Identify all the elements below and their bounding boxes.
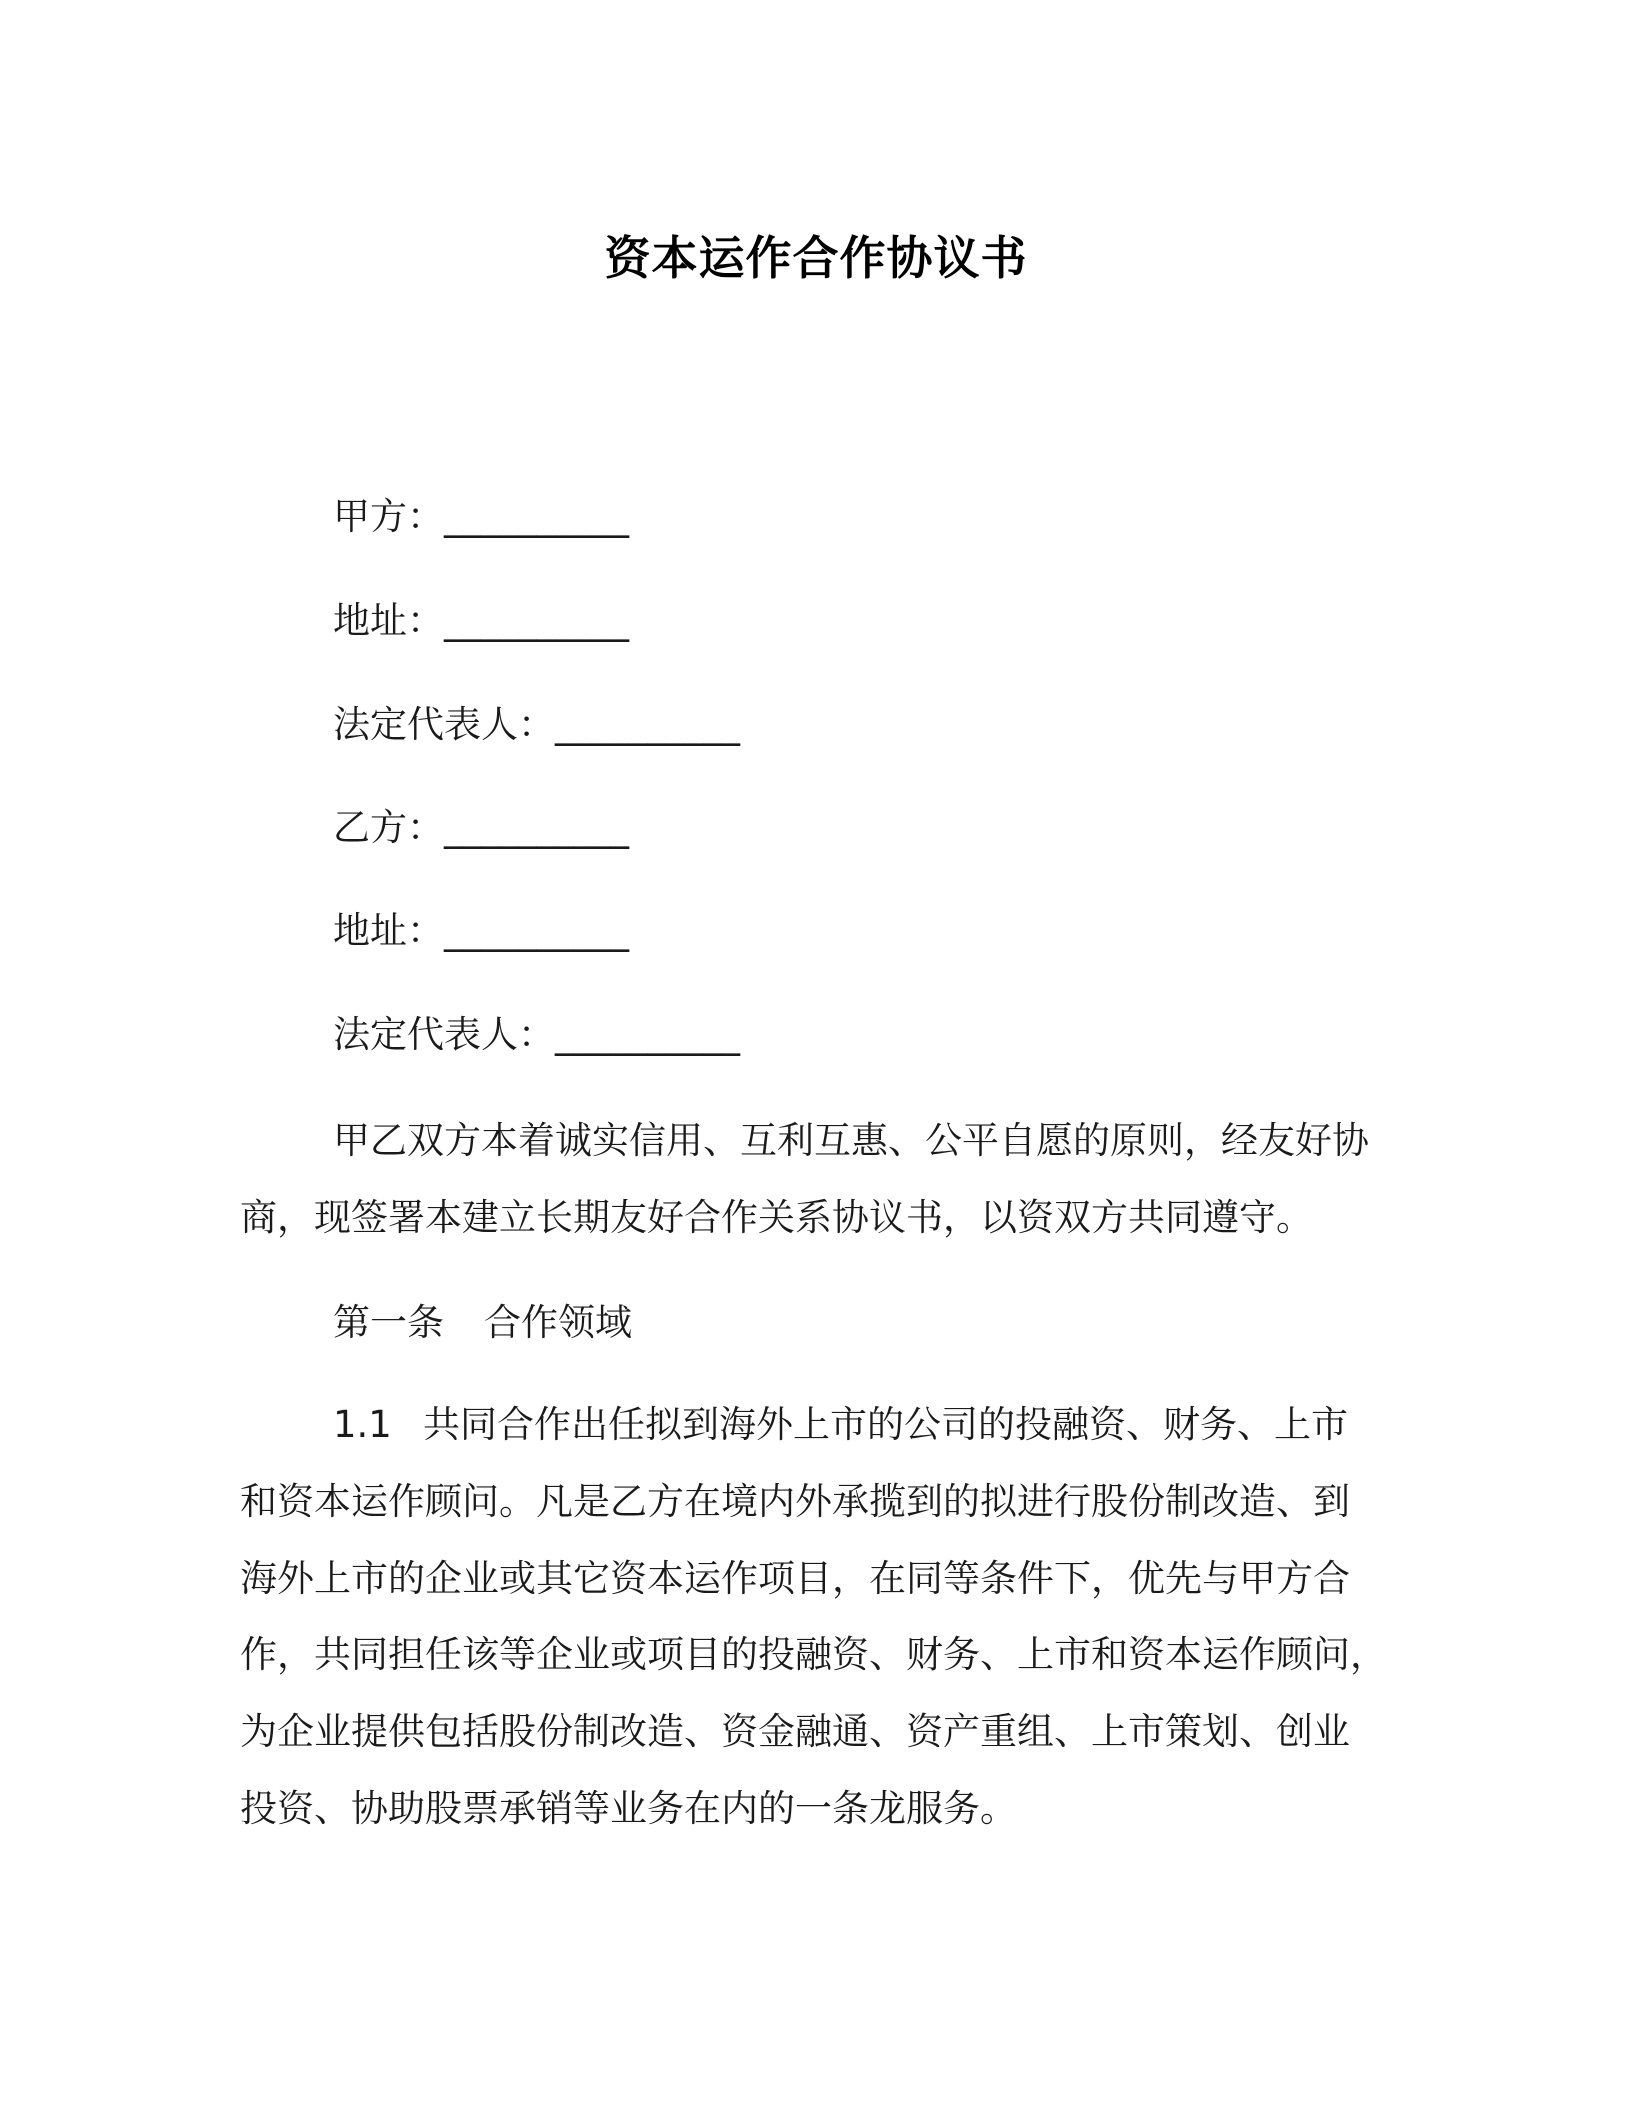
party-b-representative-blank: __________ [555,1013,740,1056]
party-b-field [333,803,629,853]
party-b-blank: __________ [444,806,629,849]
article-1-title: 合作领域 [484,1301,632,1344]
clause-1-1-line-3: 海外上市的企业或其它资本运作项目，在同等条件下，优先与甲方合 [240,1557,1350,1600]
party-b-address-field [333,906,629,956]
party-a-address-label: 地址： [333,599,444,642]
clause-1-1-line-2: 和资本运作顾问。凡是乙方在境内外承揽到的拟进行股份制改造、到 [240,1480,1350,1523]
party-a-representative-field [333,700,740,750]
party-a-blank: __________ [444,495,629,538]
intro-line-2: 商，现签署本建立长期友好合作关系协议书，以资双方共同遵守。 [240,1196,1313,1239]
clause-1-1-line-6: 投资、协助股票承销等业务在内的一条龙服务。 [240,1787,1017,1830]
clause-1-1-line-4: 作，共同担任该等企业或项目的投融资、财务、上市和资本运作顾问， [240,1633,1387,1676]
article-1-heading [333,1298,632,1348]
party-a-field [333,492,629,542]
party-b-label: 乙方： [333,806,444,849]
clause-1-1-line-5: 为企业提供包括股份制改造、资金融通、资产重组、上市策划、创业 [240,1710,1350,1753]
party-b-address-blank: __________ [444,909,629,952]
party-b-representative-label: 法定代表人： [333,1013,555,1056]
clause-1-1-number: 1.1 [333,1403,392,1446]
article-1-number: 第一条 [333,1301,444,1344]
party-a-address-blank: __________ [444,599,629,642]
party-a-representative-blank: __________ [555,703,740,746]
clause-1-1-line-1 [333,1400,1348,1450]
document-title: 资本运作合作协议书 [604,231,1028,285]
party-a-address-field [333,596,629,646]
party-a-label: 甲方： [333,495,444,538]
party-b-address-label: 地址： [333,909,444,952]
party-a-representative-label: 法定代表人： [333,703,555,746]
party-b-representative-field [333,1010,740,1060]
intro-line-1: 甲乙双方本着诚实信用、互利互惠、公平自愿的原则，经友好协 [333,1119,1369,1162]
clause-1-1-text-1: 共同合作出任拟到海外上市的公司的投融资、财务、上市 [423,1403,1348,1446]
